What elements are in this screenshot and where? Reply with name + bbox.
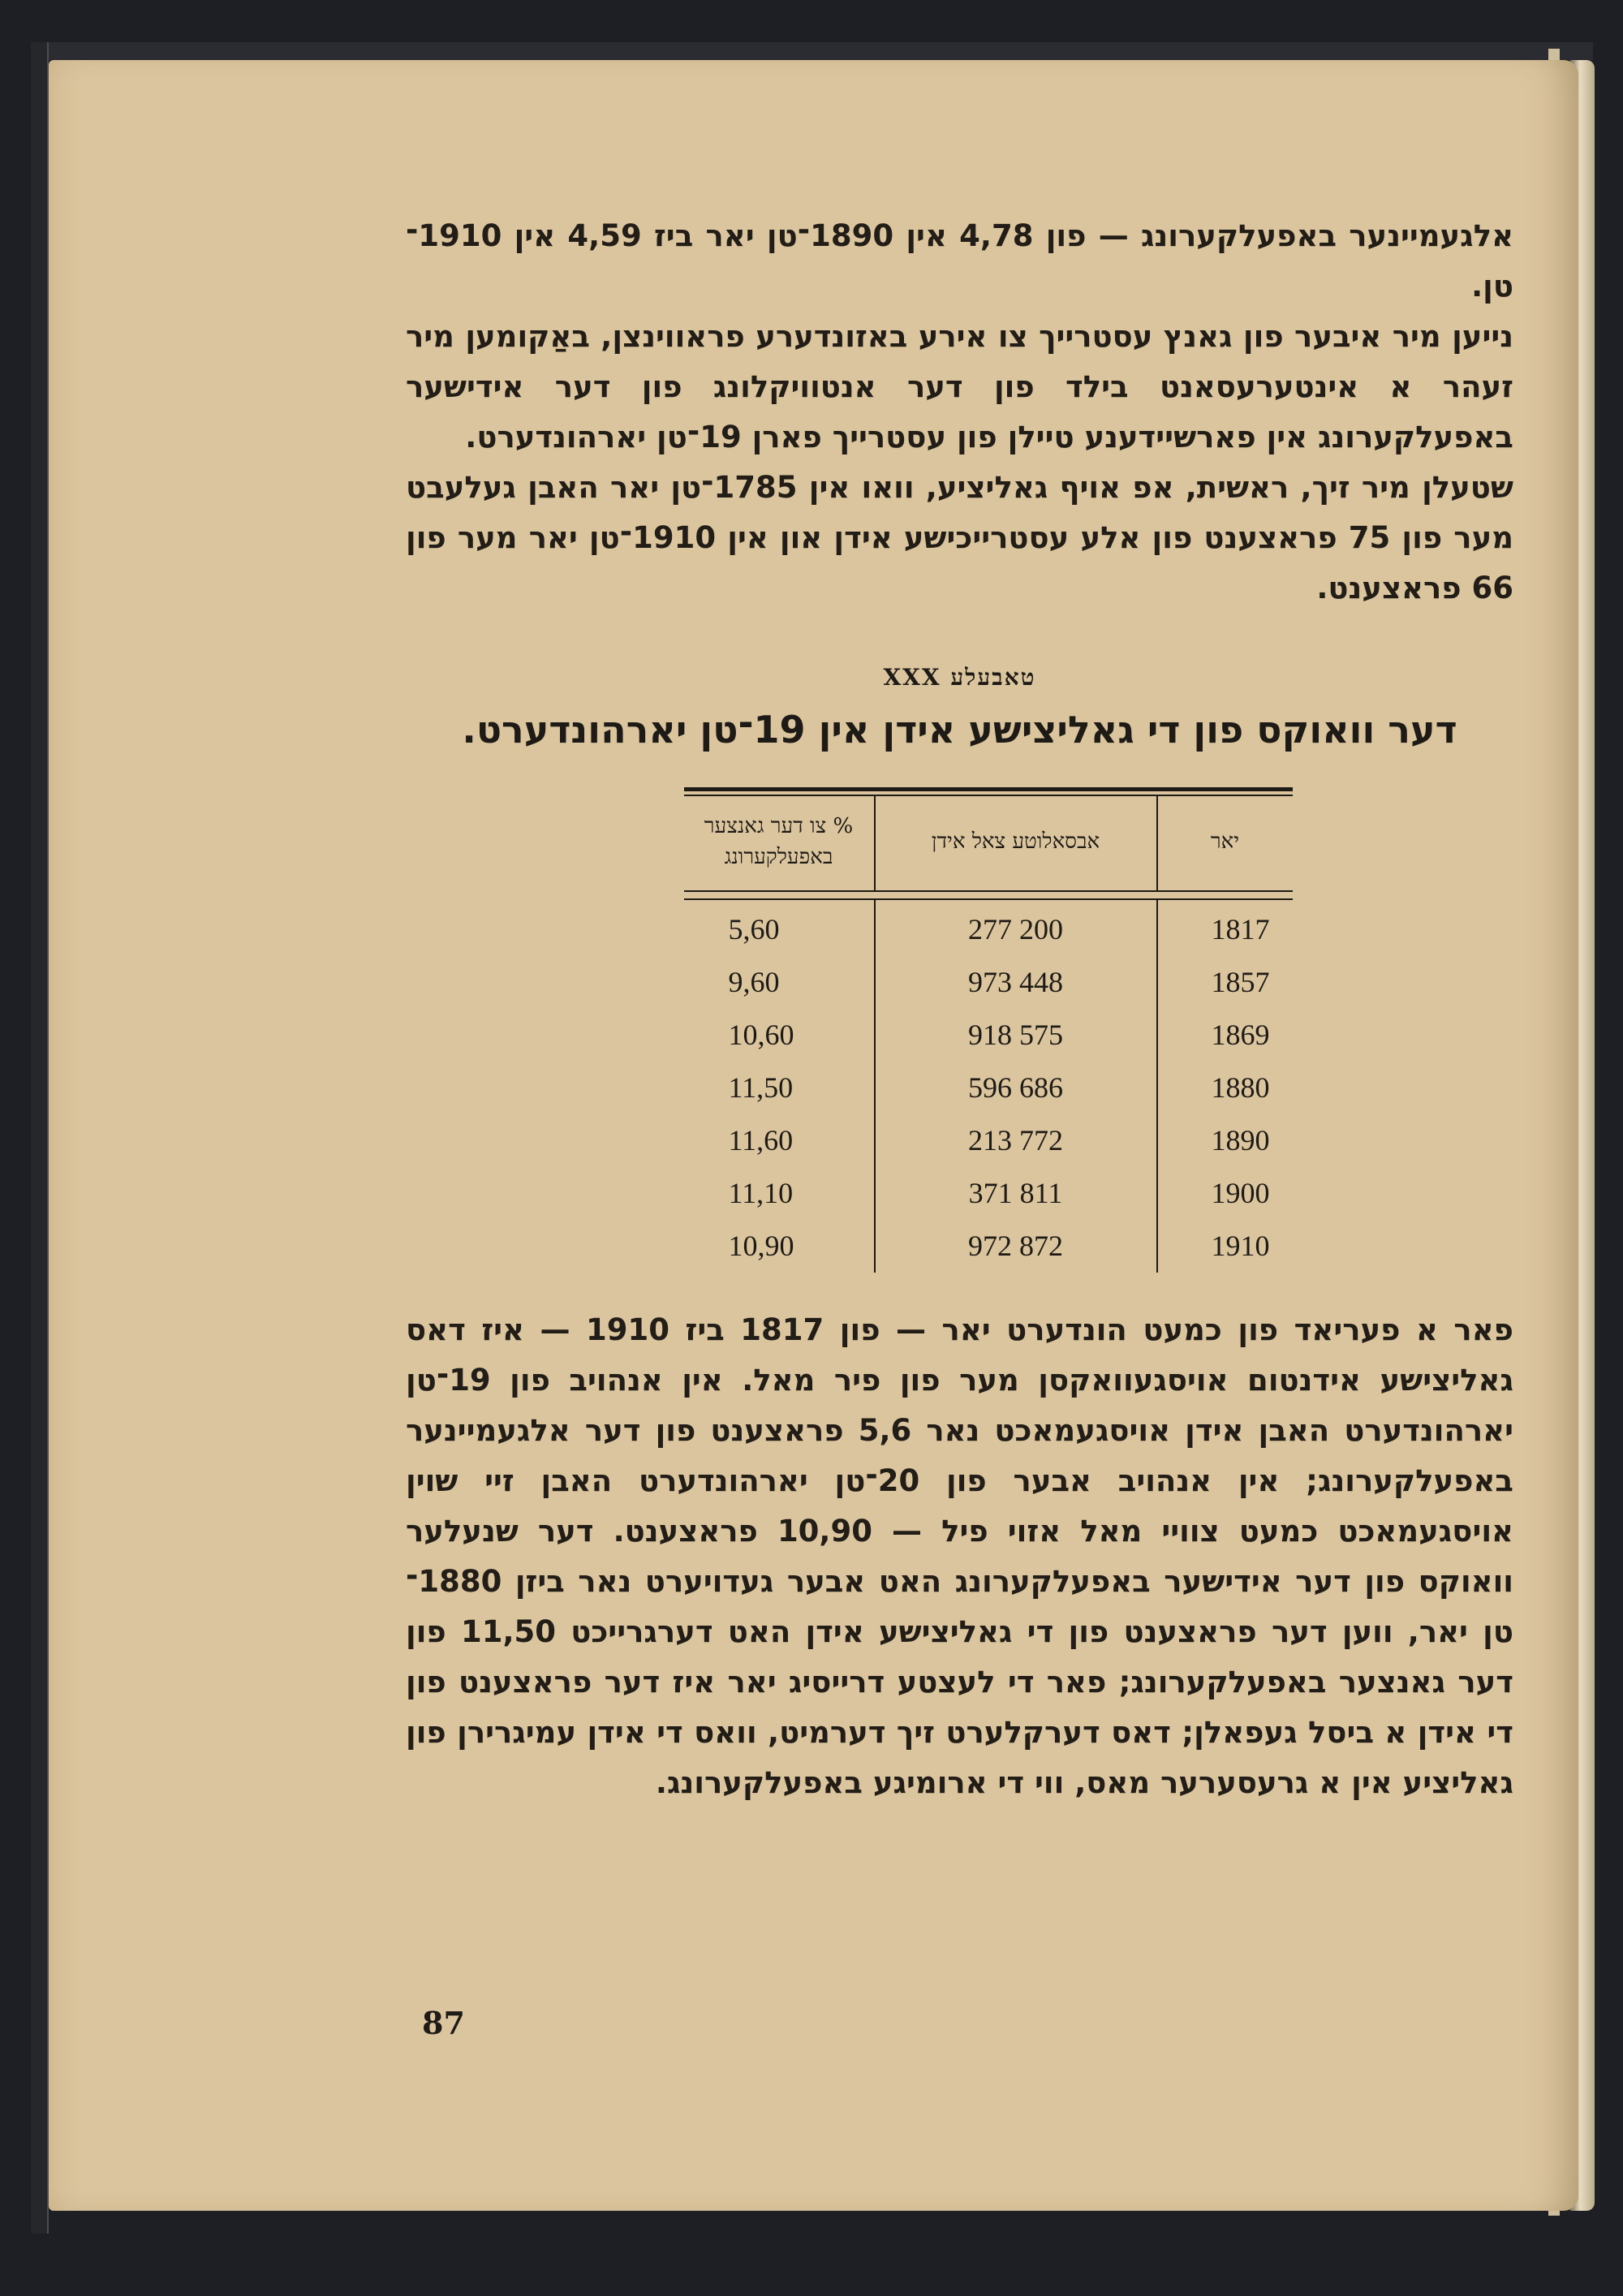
cell-absolute: 772 213: [875, 1114, 1157, 1167]
table-top-rule: [684, 787, 1293, 791]
cell-absolute: 686 596: [875, 1062, 1157, 1114]
paragraph-3: שטעלן מיר זיך, ראשית, אפ אויף גאליציע, וואו אין 1785־טן יאר האבן געלעבט מער פון 75 פראצענט פון אלע עסטרייכישע אידן און אין 1910־טן יאר מער פון 66 פראצענט.: [406, 470, 1513, 605]
cell-year: 1890: [1157, 1114, 1293, 1167]
cell-percent: 11,10: [728, 1177, 794, 1209]
paragraph-2: נייען מיר איבער פון גאנץ עסטרייך צו אירע באזונדערע פראווינצן, באַקומען מיר זעהר א אינטערעסאנט בילד פון דער אנטוויקלונג פון דער אידישער באפעלקערונג אין פארשיידענע טיילן פון עסטרייך פארן 19־טן יארהונדערט.: [406, 319, 1513, 454]
table-row: [684, 1062, 1293, 1114]
cell-absolute: 200 277: [875, 899, 1157, 956]
header-percent: % צו דער גאנצער באפעלקערונג: [704, 814, 854, 869]
header-year: יאר: [1157, 796, 1293, 891]
cell-percent: 5,60: [728, 913, 780, 946]
table-row: [684, 1220, 1293, 1273]
cell-absolute: 575 918: [875, 1009, 1157, 1062]
cell-absolute: 811 371: [875, 1167, 1157, 1220]
cell-percent: 11,60: [728, 1124, 794, 1157]
cell-year: 1857: [1157, 956, 1293, 1009]
cell-percent: 9,60: [728, 966, 780, 998]
cell-year: 1880: [1157, 1062, 1293, 1114]
cell-year: 1910: [1157, 1220, 1293, 1273]
cell-year: 1869: [1157, 1009, 1293, 1062]
header-absolute: אבסאלוטע צאל אידן: [875, 796, 1157, 891]
cell-year: 1817: [1157, 899, 1293, 956]
page-content: [406, 211, 1513, 1808]
header-double-rule: [684, 891, 1293, 899]
book-cover-top: [31, 42, 1593, 60]
paragraph-1: אלגעמיינער באפעלקערונג — פון 4,78 אין 1890־טן יאר ביז 4,59 אין 1910־טן.: [406, 218, 1514, 304]
page-number: 87: [422, 2005, 465, 2041]
data-table-wrapper: [627, 787, 1293, 1273]
cell-percent: 10,90: [728, 1230, 794, 1262]
cell-percent: 10,60: [728, 1019, 794, 1051]
table-row: [684, 1114, 1293, 1167]
table-row: [684, 899, 1293, 956]
paragraph-4: פאר א פעריאד פון כמעט הונדערט יאר — פון 1817 ביז 1910 — איז דאס גאליצישע אידנטום אויסגעוואקסן מער פון פיר מאל. אין אנהויב פון 19־טן יארהונדערט האבן אידן אויסגעמאכט נאר 5,6 פראצענט פון דער אלגעמיינער באפעלקערונג; אין אנהויב אבער פון 20־טן יארהונדערט האבן זיי שוין אויסגעמאכט כמעט צוויי מאל אזוי פיל — 10,90 פראצענט. דער שנעלער וואוקס פון דער אידישער באפעלקערונג האט אבער געדויערט נאר ביזן 1880־טן יאר, ווען דער פראצענט פון די גאליצישע אידן האט דערגרייכט 11,50 פון דער גאנצער באפעלקערונג; פאר די לעצטע דרייסיג יאר איז דער פראצענט פון די אידן א ביסל געפאלן; דאס דערקלערט זיך דערמיט, וואס די אידן עמיגרירן פון גאליציע אין א גרעסערער מאס, ווי די ארומיגע באפעלקערונג.: [406, 1312, 1513, 1800]
table-caption: טאבעלע XXX: [883, 664, 1036, 691]
cell-percent: 11,50: [728, 1071, 794, 1104]
table-row: [684, 1167, 1293, 1220]
table-row: [684, 956, 1293, 1009]
book-cover-spine: [31, 42, 49, 2234]
table-header-row: [684, 796, 1293, 891]
jewish-population-table: [684, 796, 1293, 1273]
cell-absolute: 448 973: [875, 956, 1157, 1009]
table-title: דער וואוקס פון די גאליצישע אידן אין 19־טן יארהונדערט.: [462, 708, 1457, 752]
cell-absolute: 872 972: [875, 1220, 1157, 1273]
table-row: [684, 1009, 1293, 1062]
cell-year: 1900: [1157, 1167, 1293, 1220]
